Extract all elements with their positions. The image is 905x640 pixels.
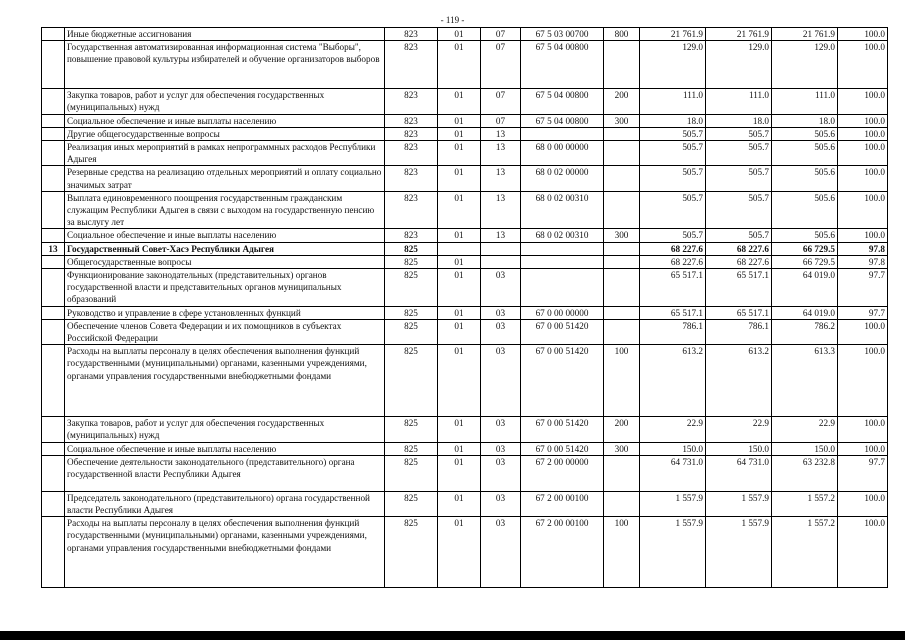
cell-pct: 100.0 [838,89,888,114]
scan-edge-bar [0,631,905,640]
cell-ved: 823 [385,28,438,41]
cell-csr: 67 0 00 51420 [521,417,604,442]
cell-v1: 111.0 [640,89,706,114]
cell-v1: 68 227.6 [640,242,706,255]
cell-pct: 97.8 [838,242,888,255]
table-row [42,306,888,319]
cell-v2: 64 731.0 [706,455,772,491]
cell-rz [438,242,481,255]
cell-csr: 67 2 00 00000 [521,455,604,491]
cell-v2: 65 517.1 [706,306,772,319]
cell-ved: 825 [385,517,438,588]
cell-num [42,319,65,344]
cell-pr: 03 [481,345,521,417]
table-row [42,269,888,307]
cell-v1: 786.1 [640,319,706,344]
cell-pr: 13 [481,166,521,191]
cell-v1: 65 517.1 [640,306,706,319]
cell-pct: 100.0 [838,191,888,229]
cell-name: Социальное обеспечение и иные выплаты населению [65,442,385,455]
cell-rz: 01 [438,229,481,242]
cell-csr [521,255,604,268]
cell-v3: 63 232.8 [772,455,838,491]
cell-vr: 200 [604,417,640,442]
cell-v3: 1 557.2 [772,517,838,588]
cell-name: Государственная автоматизированная информационная система "Выборы", повышение правовой культуры избирателей и обучение организаторов выборов [65,41,385,89]
cell-pr: 07 [481,28,521,41]
table-row [42,191,888,229]
cell-v2: 22.9 [706,417,772,442]
cell-csr: 67 5 04 00800 [521,89,604,114]
cell-name: Реализация иных мероприятий в рамках непрограммных расходов Республики Адыгея [65,141,385,166]
cell-v1: 1 557.9 [640,491,706,516]
page-number: - 119 - [440,15,465,25]
cell-num [42,89,65,114]
cell-pr: 07 [481,41,521,89]
cell-pct: 97.8 [838,255,888,268]
cell-vr [604,127,640,140]
cell-pct: 97.7 [838,269,888,307]
cell-v2: 18.0 [706,114,772,127]
cell-v2: 786.1 [706,319,772,344]
table-row [42,127,888,140]
cell-csr: 67 0 00 51420 [521,345,604,417]
cell-v3: 505.6 [772,141,838,166]
cell-pr: 07 [481,89,521,114]
cell-rz: 01 [438,141,481,166]
cell-v2: 68 227.6 [706,255,772,268]
cell-v3: 505.6 [772,191,838,229]
cell-v3: 613.3 [772,345,838,417]
cell-v1: 505.7 [640,229,706,242]
cell-name: Председатель законодательного (представительного) органа государственной власти Республики Адыгея [65,491,385,516]
cell-rz: 01 [438,114,481,127]
cell-v3: 150.0 [772,442,838,455]
cell-pr: 07 [481,114,521,127]
cell-pr: 03 [481,269,521,307]
cell-rz: 01 [438,517,481,588]
cell-v1: 129.0 [640,41,706,89]
cell-pct: 97.7 [838,306,888,319]
table-row [42,229,888,242]
cell-v3: 18.0 [772,114,838,127]
cell-csr [521,269,604,307]
cell-v3: 786.2 [772,319,838,344]
cell-num [42,255,65,268]
cell-pr: 03 [481,491,521,516]
cell-v1: 505.7 [640,166,706,191]
cell-ved: 823 [385,229,438,242]
cell-vr [604,319,640,344]
table-row [42,89,888,114]
cell-v3: 505.6 [772,166,838,191]
cell-name: Социальное обеспечение и иные выплаты населению [65,114,385,127]
cell-pct: 100.0 [838,517,888,588]
cell-v2: 505.7 [706,229,772,242]
cell-rz: 01 [438,28,481,41]
table-row [42,166,888,191]
cell-ved: 823 [385,191,438,229]
cell-ved: 825 [385,442,438,455]
table-row [42,417,888,442]
cell-vr: 300 [604,114,640,127]
cell-v2: 129.0 [706,41,772,89]
cell-pr: 03 [481,319,521,344]
cell-vr [604,306,640,319]
cell-v3: 505.6 [772,229,838,242]
cell-v2: 21 761.9 [706,28,772,41]
cell-v1: 64 731.0 [640,455,706,491]
cell-pr: 13 [481,229,521,242]
cell-name: Обеспечение членов Совета Федерации и их помощников в субъектах Российской Федерации [65,319,385,344]
table-row [42,455,888,491]
cell-csr [521,242,604,255]
cell-num [42,191,65,229]
cell-name: Резервные средства на реализацию отдельных мероприятий и оплату социально значимых затрат [65,166,385,191]
cell-num [42,166,65,191]
cell-name: Обеспечение деятельности законодательного (представительного) органа государственной власти Республики Адыгея [65,455,385,491]
cell-pr: 13 [481,127,521,140]
cell-pct: 100.0 [838,417,888,442]
cell-rz: 01 [438,41,481,89]
cell-num [42,417,65,442]
cell-ved: 825 [385,491,438,516]
cell-vr [604,269,640,307]
cell-v1: 21 761.9 [640,28,706,41]
cell-v3: 22.9 [772,417,838,442]
cell-pct: 97.7 [838,455,888,491]
cell-v2: 505.7 [706,191,772,229]
cell-rz: 01 [438,269,481,307]
cell-name: Другие общегосударственные вопросы [65,127,385,140]
cell-num [42,269,65,307]
cell-rz: 01 [438,89,481,114]
cell-vr: 300 [604,442,640,455]
cell-csr: 67 2 00 00100 [521,517,604,588]
cell-rz: 01 [438,306,481,319]
cell-pr [481,255,521,268]
cell-num [42,442,65,455]
cell-v1: 150.0 [640,442,706,455]
cell-ved: 825 [385,269,438,307]
cell-rz: 01 [438,191,481,229]
cell-csr [521,127,604,140]
cell-rz: 01 [438,345,481,417]
cell-vr [604,455,640,491]
cell-pct: 100.0 [838,345,888,417]
cell-num: 13 [42,242,65,255]
cell-num [42,141,65,166]
cell-csr: 67 0 00 51420 [521,442,604,455]
cell-vr: 800 [604,28,640,41]
cell-ved: 823 [385,166,438,191]
cell-pct: 100.0 [838,114,888,127]
cell-rz: 01 [438,319,481,344]
cell-pr: 03 [481,517,521,588]
table-row [42,28,888,41]
cell-name: Расходы на выплаты персоналу в целях обеспечения выполнения функций государственными (муниципальными) органами, казенными учреждениями, органами управления государственными внебюджетными фондами [65,345,385,417]
cell-ved: 825 [385,345,438,417]
cell-ved: 825 [385,242,438,255]
cell-vr [604,41,640,89]
cell-vr [604,242,640,255]
cell-rz: 01 [438,417,481,442]
cell-vr: 200 [604,89,640,114]
cell-rz: 01 [438,455,481,491]
cell-csr: 68 0 02 00310 [521,229,604,242]
cell-pr: 13 [481,141,521,166]
cell-ved: 825 [385,306,438,319]
cell-v1: 505.7 [640,127,706,140]
table-row [42,114,888,127]
cell-name: Общегосударственные вопросы [65,255,385,268]
cell-num [42,127,65,140]
cell-csr: 67 0 00 51420 [521,319,604,344]
cell-name: Выплата единовременного поощрения государственным гражданским служащим Республики Адыгея в связи с выходом на государственную пенсию за выслугу лет [65,191,385,229]
cell-ved: 825 [385,417,438,442]
cell-pr: 03 [481,455,521,491]
cell-num [42,491,65,516]
cell-v1: 613.2 [640,345,706,417]
cell-ved: 823 [385,141,438,166]
cell-ved: 825 [385,319,438,344]
cell-ved: 823 [385,127,438,140]
cell-v3: 66 729.5 [772,255,838,268]
cell-v2: 505.7 [706,166,772,191]
cell-pr: 03 [481,442,521,455]
cell-num [42,41,65,89]
cell-num [42,114,65,127]
cell-pr: 03 [481,417,521,442]
cell-v3: 111.0 [772,89,838,114]
cell-v1: 1 557.9 [640,517,706,588]
cell-vr [604,491,640,516]
cell-ved: 825 [385,255,438,268]
cell-pct: 100.0 [838,127,888,140]
table-row [42,517,888,588]
cell-v1: 505.7 [640,191,706,229]
cell-v2: 111.0 [706,89,772,114]
budget-table [41,27,888,588]
cell-csr: 67 2 00 00100 [521,491,604,516]
cell-v3: 1 557.2 [772,491,838,516]
cell-vr: 100 [604,517,640,588]
cell-v1: 65 517.1 [640,269,706,307]
cell-name: Закупка товаров, работ и услуг для обеспечения государственных (муниципальных) нужд [65,417,385,442]
cell-ved: 823 [385,89,438,114]
cell-name: Закупка товаров, работ и услуг для обеспечения государственных (муниципальных) нужд [65,89,385,114]
cell-vr [604,191,640,229]
cell-v2: 505.7 [706,127,772,140]
cell-v1: 68 227.6 [640,255,706,268]
cell-name: Социальное обеспечение и иные выплаты населению [65,229,385,242]
cell-pct: 100.0 [838,28,888,41]
cell-num [42,306,65,319]
table-row [42,141,888,166]
cell-pr: 13 [481,191,521,229]
cell-ved: 825 [385,455,438,491]
cell-v2: 505.7 [706,141,772,166]
table-row [42,345,888,417]
cell-rz: 01 [438,255,481,268]
table-row [42,442,888,455]
table-row [42,242,888,255]
cell-v2: 150.0 [706,442,772,455]
cell-v2: 1 557.9 [706,491,772,516]
cell-rz: 01 [438,166,481,191]
cell-csr: 67 5 04 00800 [521,114,604,127]
cell-csr: 68 0 00 00000 [521,141,604,166]
cell-v2: 65 517.1 [706,269,772,307]
cell-pct: 100.0 [838,229,888,242]
cell-num [42,229,65,242]
cell-name: Иные бюджетные ассигнования [65,28,385,41]
cell-pct: 100.0 [838,491,888,516]
cell-v2: 613.2 [706,345,772,417]
table-row [42,255,888,268]
cell-vr: 300 [604,229,640,242]
cell-v3: 129.0 [772,41,838,89]
cell-rz: 01 [438,442,481,455]
cell-v3: 66 729.5 [772,242,838,255]
cell-v3: 64 019.0 [772,269,838,307]
cell-num [42,28,65,41]
cell-pct: 100.0 [838,319,888,344]
cell-v3: 505.6 [772,127,838,140]
cell-pct: 100.0 [838,166,888,191]
cell-v1: 18.0 [640,114,706,127]
cell-v1: 505.7 [640,141,706,166]
cell-name: Функционирование законодательных (представительных) органов государственной власти и представительных органов муниципальных образований [65,269,385,307]
cell-csr: 67 5 04 00800 [521,41,604,89]
cell-num [42,345,65,417]
cell-pr [481,242,521,255]
cell-rz: 01 [438,491,481,516]
cell-v3: 21 761.9 [772,28,838,41]
cell-csr: 67 0 00 00000 [521,306,604,319]
cell-vr: 100 [604,345,640,417]
cell-csr: 68 0 02 00310 [521,191,604,229]
cell-rz: 01 [438,127,481,140]
cell-num [42,517,65,588]
cell-v3: 64 019.0 [772,306,838,319]
cell-csr: 68 0 02 00000 [521,166,604,191]
cell-name: Руководство и управление в сфере установленных функций [65,306,385,319]
cell-ved: 823 [385,114,438,127]
cell-pct: 100.0 [838,41,888,89]
cell-ved: 823 [385,41,438,89]
cell-name: Государственный Совет-Хасэ Республики Адыгея [65,242,385,255]
cell-vr [604,141,640,166]
cell-pct: 100.0 [838,442,888,455]
cell-vr [604,166,640,191]
table-row [42,319,888,344]
cell-v1: 22.9 [640,417,706,442]
cell-v2: 68 227.6 [706,242,772,255]
cell-name: Расходы на выплаты персоналу в целях обеспечения выполнения функций государственными (муниципальными) органами, казенными учреждениями, органами управления государственными внебюджетными фондами [65,517,385,588]
cell-vr [604,255,640,268]
cell-num [42,455,65,491]
cell-pr: 03 [481,306,521,319]
table-row [42,491,888,516]
cell-csr: 67 5 03 00700 [521,28,604,41]
cell-v2: 1 557.9 [706,517,772,588]
table-row [42,41,888,89]
cell-pct: 100.0 [838,141,888,166]
